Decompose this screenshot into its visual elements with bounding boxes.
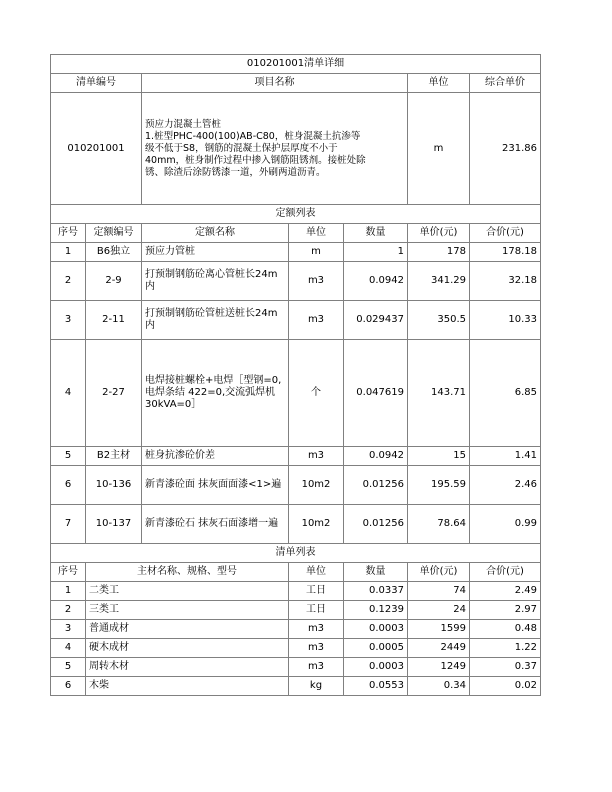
quota-total: 1.41 xyxy=(470,447,541,466)
material-total: 1.22 xyxy=(470,639,541,658)
quota-total: 0.99 xyxy=(470,505,541,544)
material-total: 2.97 xyxy=(470,601,541,620)
material-no: 1 xyxy=(51,582,86,601)
quota-row xyxy=(51,301,541,340)
quota-no: 2 xyxy=(51,262,86,301)
materials-header-unit: 单位 xyxy=(289,563,344,582)
quota-code: B2主材 xyxy=(86,447,142,466)
material-no: 3 xyxy=(51,620,86,639)
material-qty: 0.1239 xyxy=(344,601,408,620)
quota-code: 10-136 xyxy=(86,466,142,505)
material-price: 2449 xyxy=(408,639,470,658)
quota-row xyxy=(51,447,541,466)
quota-header-qty: 数量 xyxy=(344,224,408,243)
quota-header-code: 定额编号 xyxy=(86,224,142,243)
materials-header-row xyxy=(51,563,541,582)
material-qty: 0.0003 xyxy=(344,620,408,639)
material-name: 周转木材 xyxy=(86,658,289,677)
quota-price: 15 xyxy=(408,447,470,466)
header-name: 项目名称 xyxy=(142,74,408,93)
materials-row xyxy=(51,582,541,601)
materials-row xyxy=(51,620,541,639)
quota-no: 4 xyxy=(51,340,86,447)
item-code: 010201001 xyxy=(51,93,142,205)
material-price: 1599 xyxy=(408,620,470,639)
quota-price: 178 xyxy=(408,243,470,262)
quota-qty: 0.01256 xyxy=(344,505,408,544)
quota-row xyxy=(51,505,541,544)
material-unit: m3 xyxy=(289,620,344,639)
quota-total: 10.33 xyxy=(470,301,541,340)
quota-header-row xyxy=(51,224,541,243)
material-name: 硬木成材 xyxy=(86,639,289,658)
quota-unit: 10m2 xyxy=(289,466,344,505)
quota-code: 10-137 xyxy=(86,505,142,544)
materials-row xyxy=(51,677,541,696)
quota-name: 新青漆砼石 抹灰石面漆增一遍 xyxy=(142,505,289,544)
quota-unit: 10m2 xyxy=(289,505,344,544)
material-unit: 工日 xyxy=(289,601,344,620)
material-name: 普通成材 xyxy=(86,620,289,639)
quota-row xyxy=(51,243,541,262)
quota-name: 新青漆砼面 抹灰面面漆<1>遍 xyxy=(142,466,289,505)
quota-code: 2-27 xyxy=(86,340,142,447)
quota-total: 32.18 xyxy=(470,262,541,301)
material-price: 0.34 xyxy=(408,677,470,696)
quota-qty: 0.047619 xyxy=(344,340,408,447)
quota-total: 6.85 xyxy=(470,340,541,447)
material-unit: m3 xyxy=(289,639,344,658)
material-qty: 0.0005 xyxy=(344,639,408,658)
material-total: 0.02 xyxy=(470,677,541,696)
quota-section-title: 定额列表 xyxy=(51,205,541,224)
quota-row xyxy=(51,466,541,505)
quota-code: 2-11 xyxy=(86,301,142,340)
material-unit: 工日 xyxy=(289,582,344,601)
item-header-row xyxy=(51,74,541,93)
item-name-line: 1.桩型PHC-400(100)AB-C80，桩身混凝土抗渗等 xyxy=(145,130,361,142)
material-no: 2 xyxy=(51,601,86,620)
material-price: 24 xyxy=(408,601,470,620)
material-name: 木柴 xyxy=(86,677,289,696)
quota-code: B6独立 xyxy=(86,243,142,262)
item-name-line: 预应力混凝土管桩 xyxy=(145,118,222,130)
quota-qty: 0.029437 xyxy=(344,301,408,340)
material-unit: kg xyxy=(289,677,344,696)
quota-qty: 0.0942 xyxy=(344,447,408,466)
materials-header-total: 合价(元) xyxy=(470,563,541,582)
quota-price: 341.29 xyxy=(408,262,470,301)
item-name xyxy=(142,93,408,205)
item-price: 231.86 xyxy=(470,93,541,205)
quota-unit: m xyxy=(289,243,344,262)
item-unit: m xyxy=(408,93,470,205)
materials-row xyxy=(51,639,541,658)
bill-detail-table xyxy=(50,54,541,696)
materials-header-name: 主材名称、规格、型号 xyxy=(86,563,289,582)
material-price: 74 xyxy=(408,582,470,601)
quota-no: 5 xyxy=(51,447,86,466)
material-price: 1249 xyxy=(408,658,470,677)
materials-header-price: 单价(元) xyxy=(408,563,470,582)
material-qty: 0.0553 xyxy=(344,677,408,696)
quota-name: 桩身抗渗砼价差 xyxy=(142,447,289,466)
quota-name: 预应力管桩 xyxy=(142,243,289,262)
materials-section-title: 清单列表 xyxy=(51,544,541,563)
quota-qty: 1 xyxy=(344,243,408,262)
quota-unit: m3 xyxy=(289,301,344,340)
material-qty: 0.0337 xyxy=(344,582,408,601)
quota-code: 2-9 xyxy=(86,262,142,301)
material-name: 二类工 xyxy=(86,582,289,601)
quota-total: 2.46 xyxy=(470,466,541,505)
header-price: 综合单价 xyxy=(470,74,541,93)
quota-header-name: 定额名称 xyxy=(142,224,289,243)
quota-no: 1 xyxy=(51,243,86,262)
material-no: 5 xyxy=(51,658,86,677)
item-name-line: 级不低于S8，钢筋的混凝土保护层厚度不小于 xyxy=(145,142,338,154)
material-name: 三类工 xyxy=(86,601,289,620)
quota-row xyxy=(51,340,541,447)
materials-row xyxy=(51,658,541,677)
quota-no: 3 xyxy=(51,301,86,340)
quota-name: 打预制钢筋砼离心管桩长24m内 xyxy=(142,262,289,301)
item-row xyxy=(51,93,541,205)
quota-unit: m3 xyxy=(289,447,344,466)
quota-unit: m3 xyxy=(289,262,344,301)
quota-price: 143.71 xyxy=(408,340,470,447)
quota-name: 打预制钢筋砼管桩送桩长24m内 xyxy=(142,301,289,340)
material-unit: m3 xyxy=(289,658,344,677)
material-no: 4 xyxy=(51,639,86,658)
material-total: 2.49 xyxy=(470,582,541,601)
quota-header-price: 单价(元) xyxy=(408,224,470,243)
material-qty: 0.0003 xyxy=(344,658,408,677)
header-unit: 单位 xyxy=(408,74,470,93)
item-name-line: 锈、除渣后涂防锈漆一道，外刷两道沥青。 xyxy=(145,166,326,178)
material-total: 0.37 xyxy=(470,658,541,677)
quota-price: 195.59 xyxy=(408,466,470,505)
quota-row xyxy=(51,262,541,301)
quota-header-no: 序号 xyxy=(51,224,86,243)
quota-price: 350.5 xyxy=(408,301,470,340)
materials-row xyxy=(51,601,541,620)
quota-no: 6 xyxy=(51,466,86,505)
quota-header-total: 合价(元) xyxy=(470,224,541,243)
quota-price: 78.64 xyxy=(408,505,470,544)
item-name-line: 40mm，桩身制作过程中掺入钢筋阻锈剂。接桩处除 xyxy=(145,154,366,166)
material-total: 0.48 xyxy=(470,620,541,639)
quota-unit: 个 xyxy=(289,340,344,447)
quota-no: 7 xyxy=(51,505,86,544)
quota-total: 178.18 xyxy=(470,243,541,262)
header-code: 清单编号 xyxy=(51,74,142,93)
material-no: 6 xyxy=(51,677,86,696)
quota-header-unit: 单位 xyxy=(289,224,344,243)
quota-qty: 0.0942 xyxy=(344,262,408,301)
materials-header-qty: 数量 xyxy=(344,563,408,582)
materials-header-no: 序号 xyxy=(51,563,86,582)
quota-name: 电焊接桩螺栓+电焊［型钢=0,电焊条结 422=0,交流弧焊机30kVA=0］ xyxy=(142,340,289,447)
quota-qty: 0.01256 xyxy=(344,466,408,505)
table-title: 010201001清单详细 xyxy=(51,55,541,74)
